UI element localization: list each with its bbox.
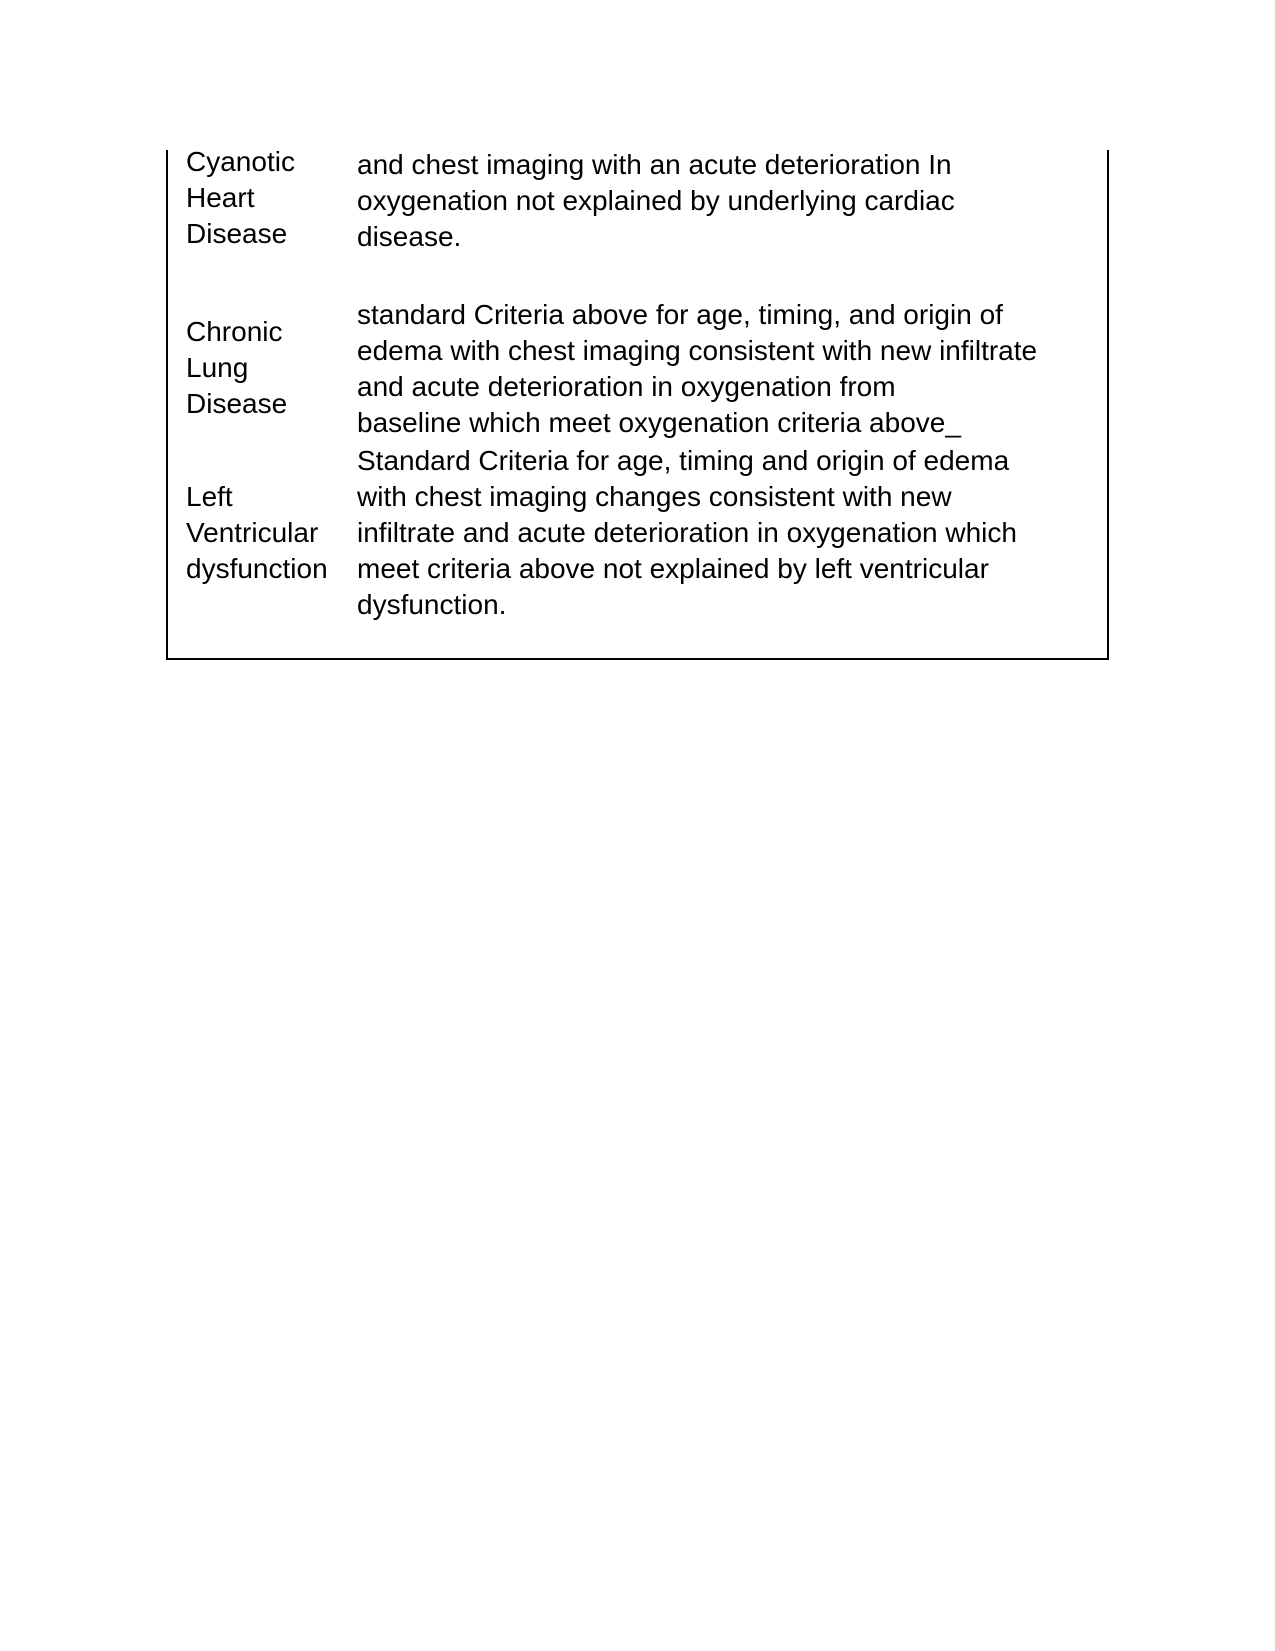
condition-label: Left Ventricular dysfunction — [186, 481, 328, 584]
criteria-text: standard Criteria above for age, timing, and origin of edema with chest imaging consistent with new infiltrate and acute deterioration in oxygenation from baseline which meet oxygenation criteria above_ — [357, 299, 1038, 438]
criteria-text: and chest imaging with an acute deterioration In oxygenation not explained by underlying cardiac disease. — [357, 149, 955, 252]
condition-label: Cyanotic Heart Disease — [186, 146, 295, 249]
criteria-table — [166, 146, 1109, 660]
criteria-text: Standard Criteria for age, timing and origin of edema with chest imaging changes consistent with new infiltrate and acute deterioration in oxygenation which meet criteria above not explained by left ventricular dysfunction. — [357, 445, 1017, 620]
condition-label: Chronic Lung Disease — [186, 316, 288, 419]
